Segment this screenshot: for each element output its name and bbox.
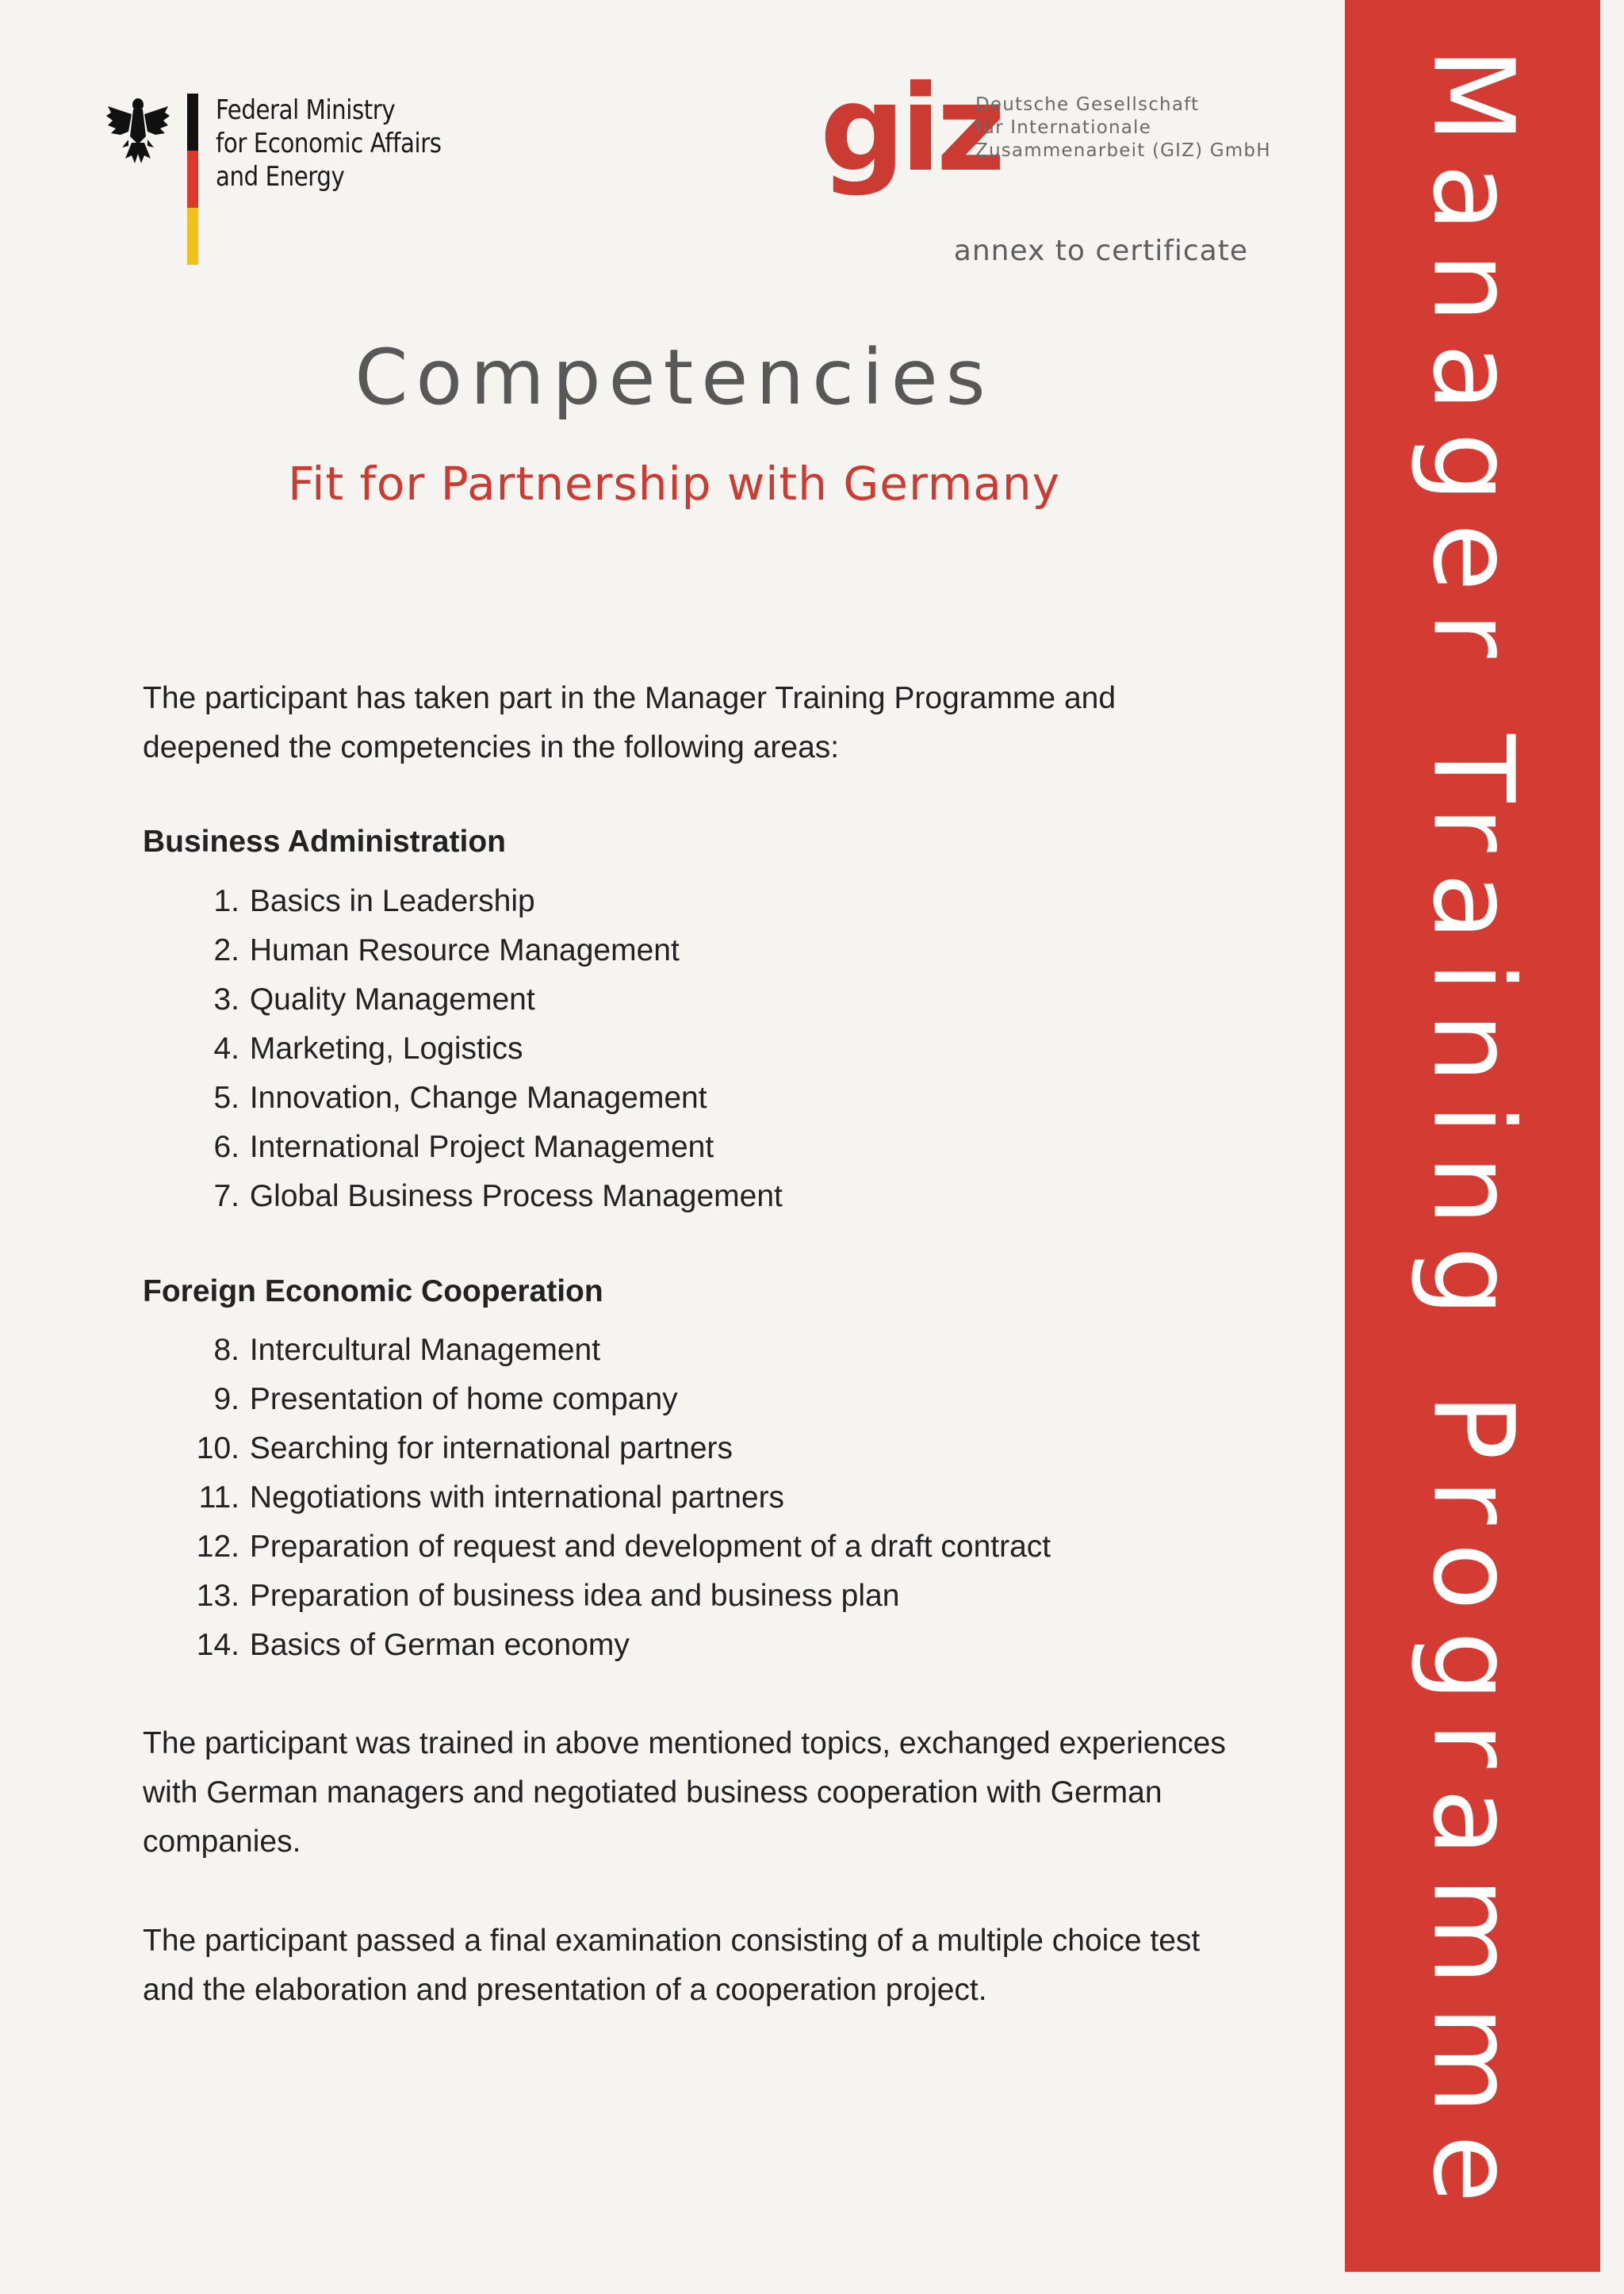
- giz-wordmark: [820, 60, 1002, 198]
- programme-band: [1345, 0, 1600, 2272]
- list-item: 9. Presentation of home company: [213, 1382, 678, 1416]
- flag-bar: [187, 94, 198, 265]
- list-item: 11. Negotiations with international partners: [198, 1480, 785, 1515]
- list-item: 5. Innovation, Change Management: [213, 1081, 707, 1115]
- annex-label: annex to certificate: [953, 235, 1248, 267]
- competency-list-foreign-economic-cooperation: [143, 1326, 1253, 1670]
- page-title: Competencies: [354, 333, 994, 422]
- list-item: 10. Searching for international partners: [196, 1431, 733, 1465]
- list-item: 3. Quality Management: [213, 982, 535, 1017]
- section-heading-foreign-economic-cooperation: Foreign Economic Cooperation: [143, 1274, 603, 1308]
- giz-line: für Internationale: [975, 117, 1151, 138]
- section-heading-business-administration: Business Administration: [143, 825, 506, 859]
- giz-line: Deutsche Gesellschaft: [975, 94, 1200, 115]
- competency-list-business-administration: [143, 877, 1253, 1221]
- outro-paragraph-training: The participant was trained in above mentioned topics, exchanged experiences with German managers and negotiated business cooperation with German companies.: [143, 1726, 1226, 1859]
- giz-mark-text: giz: [820, 60, 1002, 198]
- list-item: 8. Intercultural Management: [213, 1333, 601, 1367]
- list-item: 14. Basics of German economy: [196, 1628, 630, 1662]
- list-item: 2. Human Resource Management: [213, 933, 680, 967]
- outro-paragraph-examination: The participant passed a final examination consisting of a multiple choice test and the elaboration and presentation of a cooperation project.: [143, 1924, 1201, 2007]
- list-item: 1. Basics in Leadership: [213, 884, 535, 918]
- list-item: 7. Global Business Process Management: [213, 1179, 783, 1213]
- list-item: 12. Preparation of request and development of a draft contract: [196, 1530, 1051, 1564]
- giz-name: [975, 94, 1271, 163]
- list-item: 6. International Project Management: [213, 1130, 714, 1164]
- page-subtitle: Fit for Partnership with Germany: [288, 457, 1060, 511]
- federal-eagle-icon: [105, 95, 171, 167]
- ministry-line: for Economic Affairs: [216, 128, 442, 159]
- intro-paragraph: The participant has taken part in the Manager Training Programme and deepened the competencies in the following areas:: [143, 681, 1116, 764]
- list-item: 13. Preparation of business idea and business plan: [196, 1579, 900, 1613]
- ministry-name: [216, 94, 462, 193]
- list-item: 4. Marketing, Logistics: [213, 1032, 523, 1066]
- ministry-line: Federal Ministry: [216, 94, 396, 126]
- programme-band-title: Manager Training Programme: [1408, 47, 1538, 2224]
- ministry-line: and Energy: [216, 161, 345, 193]
- giz-line: Zusammenarbeit (GIZ) GmbH: [975, 140, 1271, 161]
- giz-logo: [820, 60, 1271, 198]
